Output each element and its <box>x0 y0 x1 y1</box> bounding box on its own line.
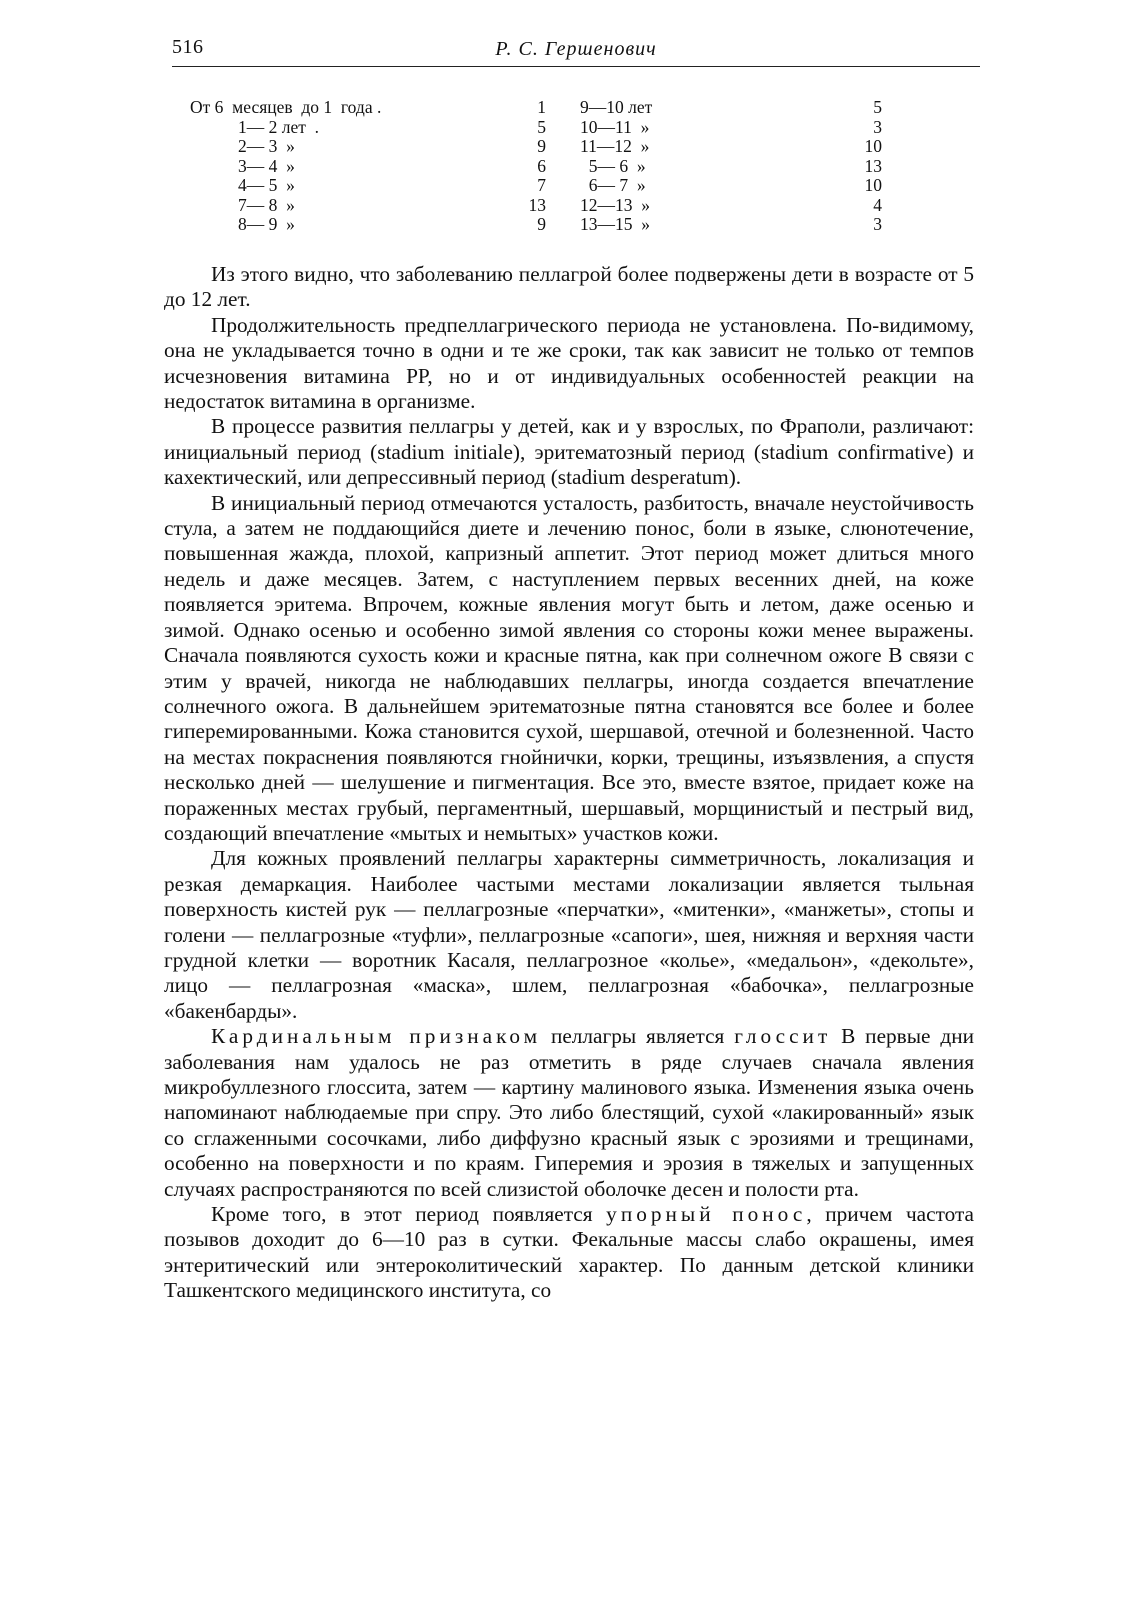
running-title: Р. С. Гершенович <box>495 38 657 60</box>
page-number: 516 <box>172 36 204 58</box>
age-range-right: 12—13 » <box>580 194 650 215</box>
age-range-left: 2— 3 » <box>238 136 295 156</box>
count-right: 5 <box>873 97 882 117</box>
count-right: 13 <box>864 155 882 176</box>
paragraph: В процессе развития пеллагры у детей, как и у взрослых, по Фраполи, различают: инициальный период (stadium initiale), эритематозный период (stadium confirmative) и кахектический, или депрессивный период (stadium desperatum). <box>164 414 974 490</box>
count-right: 10 <box>864 175 882 195</box>
paragraph <box>164 1024 974 1202</box>
age-distribution-table <box>190 98 910 235</box>
table-row <box>190 137 910 157</box>
text-run: В первые дни заболевания нам удалось не раз отметить в ряде случаев сначала явления микробуллезного глоссита, затем — картину малинового языка. Изменения языка очень напоминают наблюдаемые при спру. Это либо блестящий, сухой «лакированный» язык со сглаженными сосочками, либо диффузно красный язык с эрозиями и трещинами, особенно на поверхности и по краям. Гиперемия и эрозия в тяжелых и запущенных случаях распространяются по всей слизистой оболочке десен и полости рта. <box>164 1024 974 1201</box>
paragraph: В инициальный период отмечаются усталость, разбитость, вначале неустойчивость стула, а затем не поддающийся диете и лечению понос, боли в языке, слюнотечение, повышенная жажда, плохой, капризный аппетит. Этот период может длиться много недель и даже месяцев. Затем, с наступлением первых весенних дней, на коже появляется эритема. Впрочем, кожные явления могут быть и летом, даже осенью и зимой. Однако осенью и особенно зимой явления со стороны кожи менее выражены. Сначала появляются сухость кожи и красные пятна, как при солнечном ожоге В связи с этим у врачей, никогда не наблюдавших пеллагры, иногда создается впечатление солнечного ожога. В дальнейшем эритематозные пятна становятся все более и более гиперемированными. Кожа становится сухой, шершавой, отечной и болезненной. Часто на местах покраснения появляются гнойнички, корки, трещины, изъязвления, а спустя несколько дней — шелушение и пигментация. Все это, вместе взятое, придает коже на пораженных местах грубый, пергаментный, шершавый, морщинистый и пестрый вид, создающий впечатление «мытых и немытых» участков кожи. <box>164 490 974 845</box>
count-left: 1 <box>537 97 546 117</box>
text-run: , причем частота позывов доходит до 6—10 раз в сутки. Фекальные массы слабо окрашены, имея энтеритический или энтероколитический характер. По данным детской клиники Ташкентского медицинского института, со <box>164 1202 974 1303</box>
paragraph: Из этого видно, что заболеванию пеллагрой более подвержены дети в возрасте от 5 до 12 лет. <box>164 262 974 312</box>
age-range-right: 6— 7 » <box>580 175 646 195</box>
emphasized-term: глоссит <box>734 1024 832 1049</box>
count-left: 7 <box>537 175 546 195</box>
age-range-left: 1— 2 лет . <box>238 116 320 137</box>
paragraph: Для кожных проявлений пеллагры характерны симметричность, локализация и резкая демаркация. Наиболее частыми местами локализации является тыльная поверхность кистей рук — пеллагрозные «перчатки», «митенки», «манжеты», стопы и голени — пеллагрозные «туфли», пеллагрозные «сапоги», шея, нижняя и верхняя части грудной клетки — воротник Касаля, пеллагрозное «колье», «медальон», «декольте», лицо — пеллагрозная «маска», шлем, пеллагрозная «бабочка», пеллагрозные «бакенбарды». <box>164 846 974 1023</box>
count-right: 3 <box>873 116 882 137</box>
age-range-right: 11—12 » <box>580 136 650 156</box>
age-range-left: 4— 5 » <box>238 175 295 195</box>
age-range-right: 13—15 » <box>580 214 650 234</box>
table-row <box>190 176 910 196</box>
text-run: Кроме того, в этот период появляется <box>211 1202 607 1227</box>
count-right: 3 <box>873 214 882 234</box>
count-left: 6 <box>537 155 546 176</box>
age-range-right: 5— 6 » <box>580 155 646 176</box>
count-right: 10 <box>864 136 882 156</box>
age-range-right: 9—10 лет <box>580 97 653 117</box>
paragraph <box>164 1202 974 1304</box>
table-row <box>190 157 910 177</box>
age-range-left: От 6 месяцев до 1 года . <box>190 97 382 117</box>
table-row <box>190 215 910 235</box>
count-left: 13 <box>528 194 546 215</box>
running-head <box>172 30 980 67</box>
count-left: 9 <box>537 136 546 156</box>
count-left: 5 <box>537 116 546 137</box>
table-row <box>190 98 910 118</box>
age-range-left: 8— 9 » <box>238 214 295 234</box>
age-range-left: 3— 4 » <box>238 155 295 176</box>
age-range-right: 10—11 » <box>580 116 650 137</box>
paragraph: Продолжительность предпеллагрического периода не установлена. По-видимому, она не укладывается точно в одни и те же сроки, так как зависит не только от темпов исчезновения витамина PP, но и от индивидуальных особенностей реакции на недостаток витамина в организме. <box>164 312 974 414</box>
emphasized-phrase: Кардинальным признаком <box>211 1024 542 1049</box>
body-text <box>164 262 974 1304</box>
emphasized-term: упорный понос <box>606 1202 807 1227</box>
count-left: 9 <box>537 214 546 234</box>
table-row <box>190 118 910 138</box>
table-row <box>190 196 910 216</box>
count-right: 4 <box>873 194 882 215</box>
text-run: пеллагры является <box>541 1024 735 1049</box>
age-range-left: 7— 8 » <box>238 194 295 215</box>
